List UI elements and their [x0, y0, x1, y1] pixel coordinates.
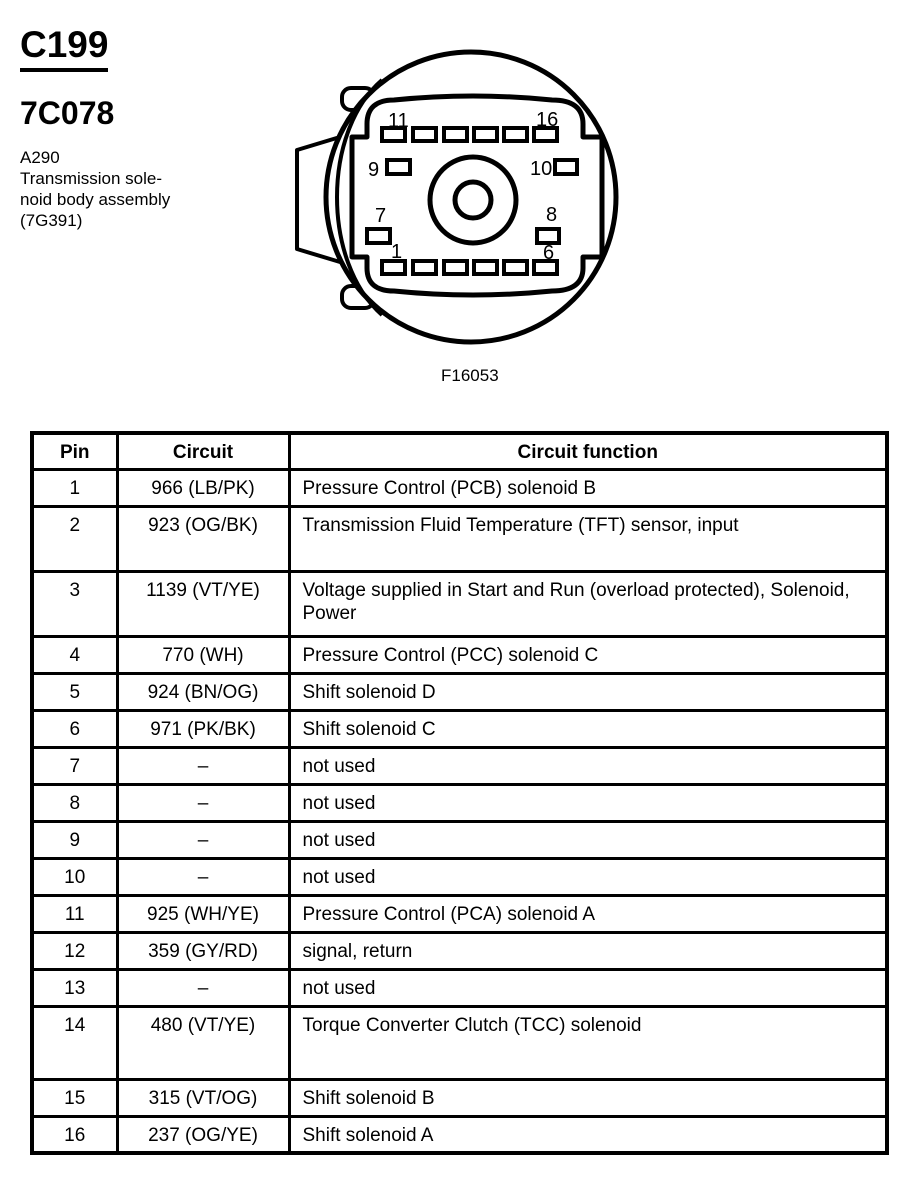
- pin-label-1: 1: [391, 241, 403, 263]
- pin-cell: 16: [32, 1116, 117, 1153]
- connector-center-hole: [455, 182, 491, 218]
- function-cell: not used: [289, 821, 887, 858]
- pin-label-11: 11: [388, 110, 409, 132]
- table-row: [32, 784, 887, 821]
- table-row: [32, 710, 887, 747]
- pin-slot-14: [474, 128, 497, 141]
- function-cell: Shift solenoid B: [289, 1079, 887, 1116]
- table-row: [32, 895, 887, 932]
- circuit-cell: 1139 (VT/YE): [117, 571, 289, 636]
- function-cell: Shift solenoid A: [289, 1116, 887, 1153]
- pinout-table: [30, 431, 889, 1155]
- circuit-cell: 924 (BN/OG): [117, 673, 289, 710]
- pin-label-9: 9: [368, 159, 380, 181]
- component-name-line3: (7G391): [20, 211, 83, 230]
- header-circuit-function: Circuit function: [289, 433, 887, 469]
- function-cell: Shift solenoid C: [289, 710, 887, 747]
- connector-diagram: [0, 0, 908, 400]
- pin-cell: 15: [32, 1079, 117, 1116]
- table-header-row: [32, 433, 887, 469]
- pin-label-6: 6: [543, 242, 555, 264]
- pin-slot-10: [555, 160, 577, 174]
- pin-slot-5: [504, 261, 527, 274]
- part-number: 7C078: [20, 95, 115, 131]
- table-row: [32, 506, 887, 571]
- function-cell: Pressure Control (PCC) solenoid C: [289, 636, 887, 673]
- circuit-cell: –: [117, 858, 289, 895]
- pin-cell: 12: [32, 932, 117, 969]
- pin-cell: 5: [32, 673, 117, 710]
- function-cell: not used: [289, 784, 887, 821]
- function-cell: Voltage supplied in Start and Run (overload protected), Solenoid, Power: [289, 571, 887, 636]
- pin-cell: 4: [32, 636, 117, 673]
- figure-caption: F16053: [441, 366, 499, 385]
- circuit-cell: –: [117, 821, 289, 858]
- pin-slot-13: [444, 128, 467, 141]
- table-row: [32, 932, 887, 969]
- function-cell: Shift solenoid D: [289, 673, 887, 710]
- pin-label-7: 7: [375, 205, 387, 227]
- table-row: [32, 1079, 887, 1116]
- pin-cell: 14: [32, 1006, 117, 1079]
- circuit-cell: 359 (GY/RD): [117, 932, 289, 969]
- pin-cell: 2: [32, 506, 117, 571]
- pin-cell: 8: [32, 784, 117, 821]
- circuit-cell: 480 (VT/YE): [117, 1006, 289, 1079]
- function-cell: not used: [289, 969, 887, 1006]
- table-row: [32, 469, 887, 506]
- pin-label-10: 10: [530, 158, 553, 180]
- pin-slot-8: [537, 229, 559, 243]
- table-row: [32, 821, 887, 858]
- pin-cell: 1: [32, 469, 117, 506]
- circuit-cell: 315 (VT/OG): [117, 1079, 289, 1116]
- circuit-cell: 971 (PK/BK): [117, 710, 289, 747]
- pin-cell: 11: [32, 895, 117, 932]
- function-cell: Torque Converter Clutch (TCC) solenoid: [289, 1006, 887, 1079]
- pin-cell: 9: [32, 821, 117, 858]
- header-pin: Pin: [32, 433, 117, 469]
- pin-slot-12: [413, 128, 436, 141]
- circuit-cell: 966 (LB/PK): [117, 469, 289, 506]
- circuit-cell: 770 (WH): [117, 636, 289, 673]
- component-name-line1: Transmission sole-: [20, 169, 163, 188]
- pin-slot-2: [413, 261, 436, 274]
- pin-cell: 10: [32, 858, 117, 895]
- pin-slot-7: [367, 229, 390, 243]
- circuit-cell: 923 (OG/BK): [117, 506, 289, 571]
- pin-slot-3: [444, 261, 467, 274]
- table-row: [32, 858, 887, 895]
- function-cell: not used: [289, 747, 887, 784]
- function-cell: Pressure Control (PCA) solenoid A: [289, 895, 887, 932]
- circuit-cell: –: [117, 784, 289, 821]
- component-code: A290: [20, 148, 60, 167]
- pin-cell: 7: [32, 747, 117, 784]
- pin-cell: 6: [32, 710, 117, 747]
- table-row: [32, 747, 887, 784]
- function-cell: Transmission Fluid Temperature (TFT) sensor, input: [289, 506, 887, 571]
- function-cell: not used: [289, 858, 887, 895]
- pin-slot-9: [387, 160, 410, 174]
- table-row: [32, 969, 887, 1006]
- circuit-cell: –: [117, 747, 289, 784]
- pin-slot-15: [504, 128, 527, 141]
- table-row: [32, 636, 887, 673]
- component-name-line2: noid body assembly: [20, 190, 171, 209]
- pin-slot-4: [474, 261, 497, 274]
- function-cell: Pressure Control (PCB) solenoid B: [289, 469, 887, 506]
- pin-label-8: 8: [546, 204, 558, 226]
- connector-id: C199: [20, 26, 108, 72]
- table-row: [32, 1116, 887, 1153]
- circuit-cell: 237 (OG/YE): [117, 1116, 289, 1153]
- pin-cell: 13: [32, 969, 117, 1006]
- table-row: [32, 1006, 887, 1079]
- circuit-cell: –: [117, 969, 289, 1006]
- table-row: [32, 673, 887, 710]
- table-row: [32, 571, 887, 636]
- pin-cell: 3: [32, 571, 117, 636]
- function-cell: signal, return: [289, 932, 887, 969]
- pin-label-16: 16: [536, 109, 559, 131]
- circuit-cell: 925 (WH/YE): [117, 895, 289, 932]
- header-circuit: Circuit: [117, 433, 289, 469]
